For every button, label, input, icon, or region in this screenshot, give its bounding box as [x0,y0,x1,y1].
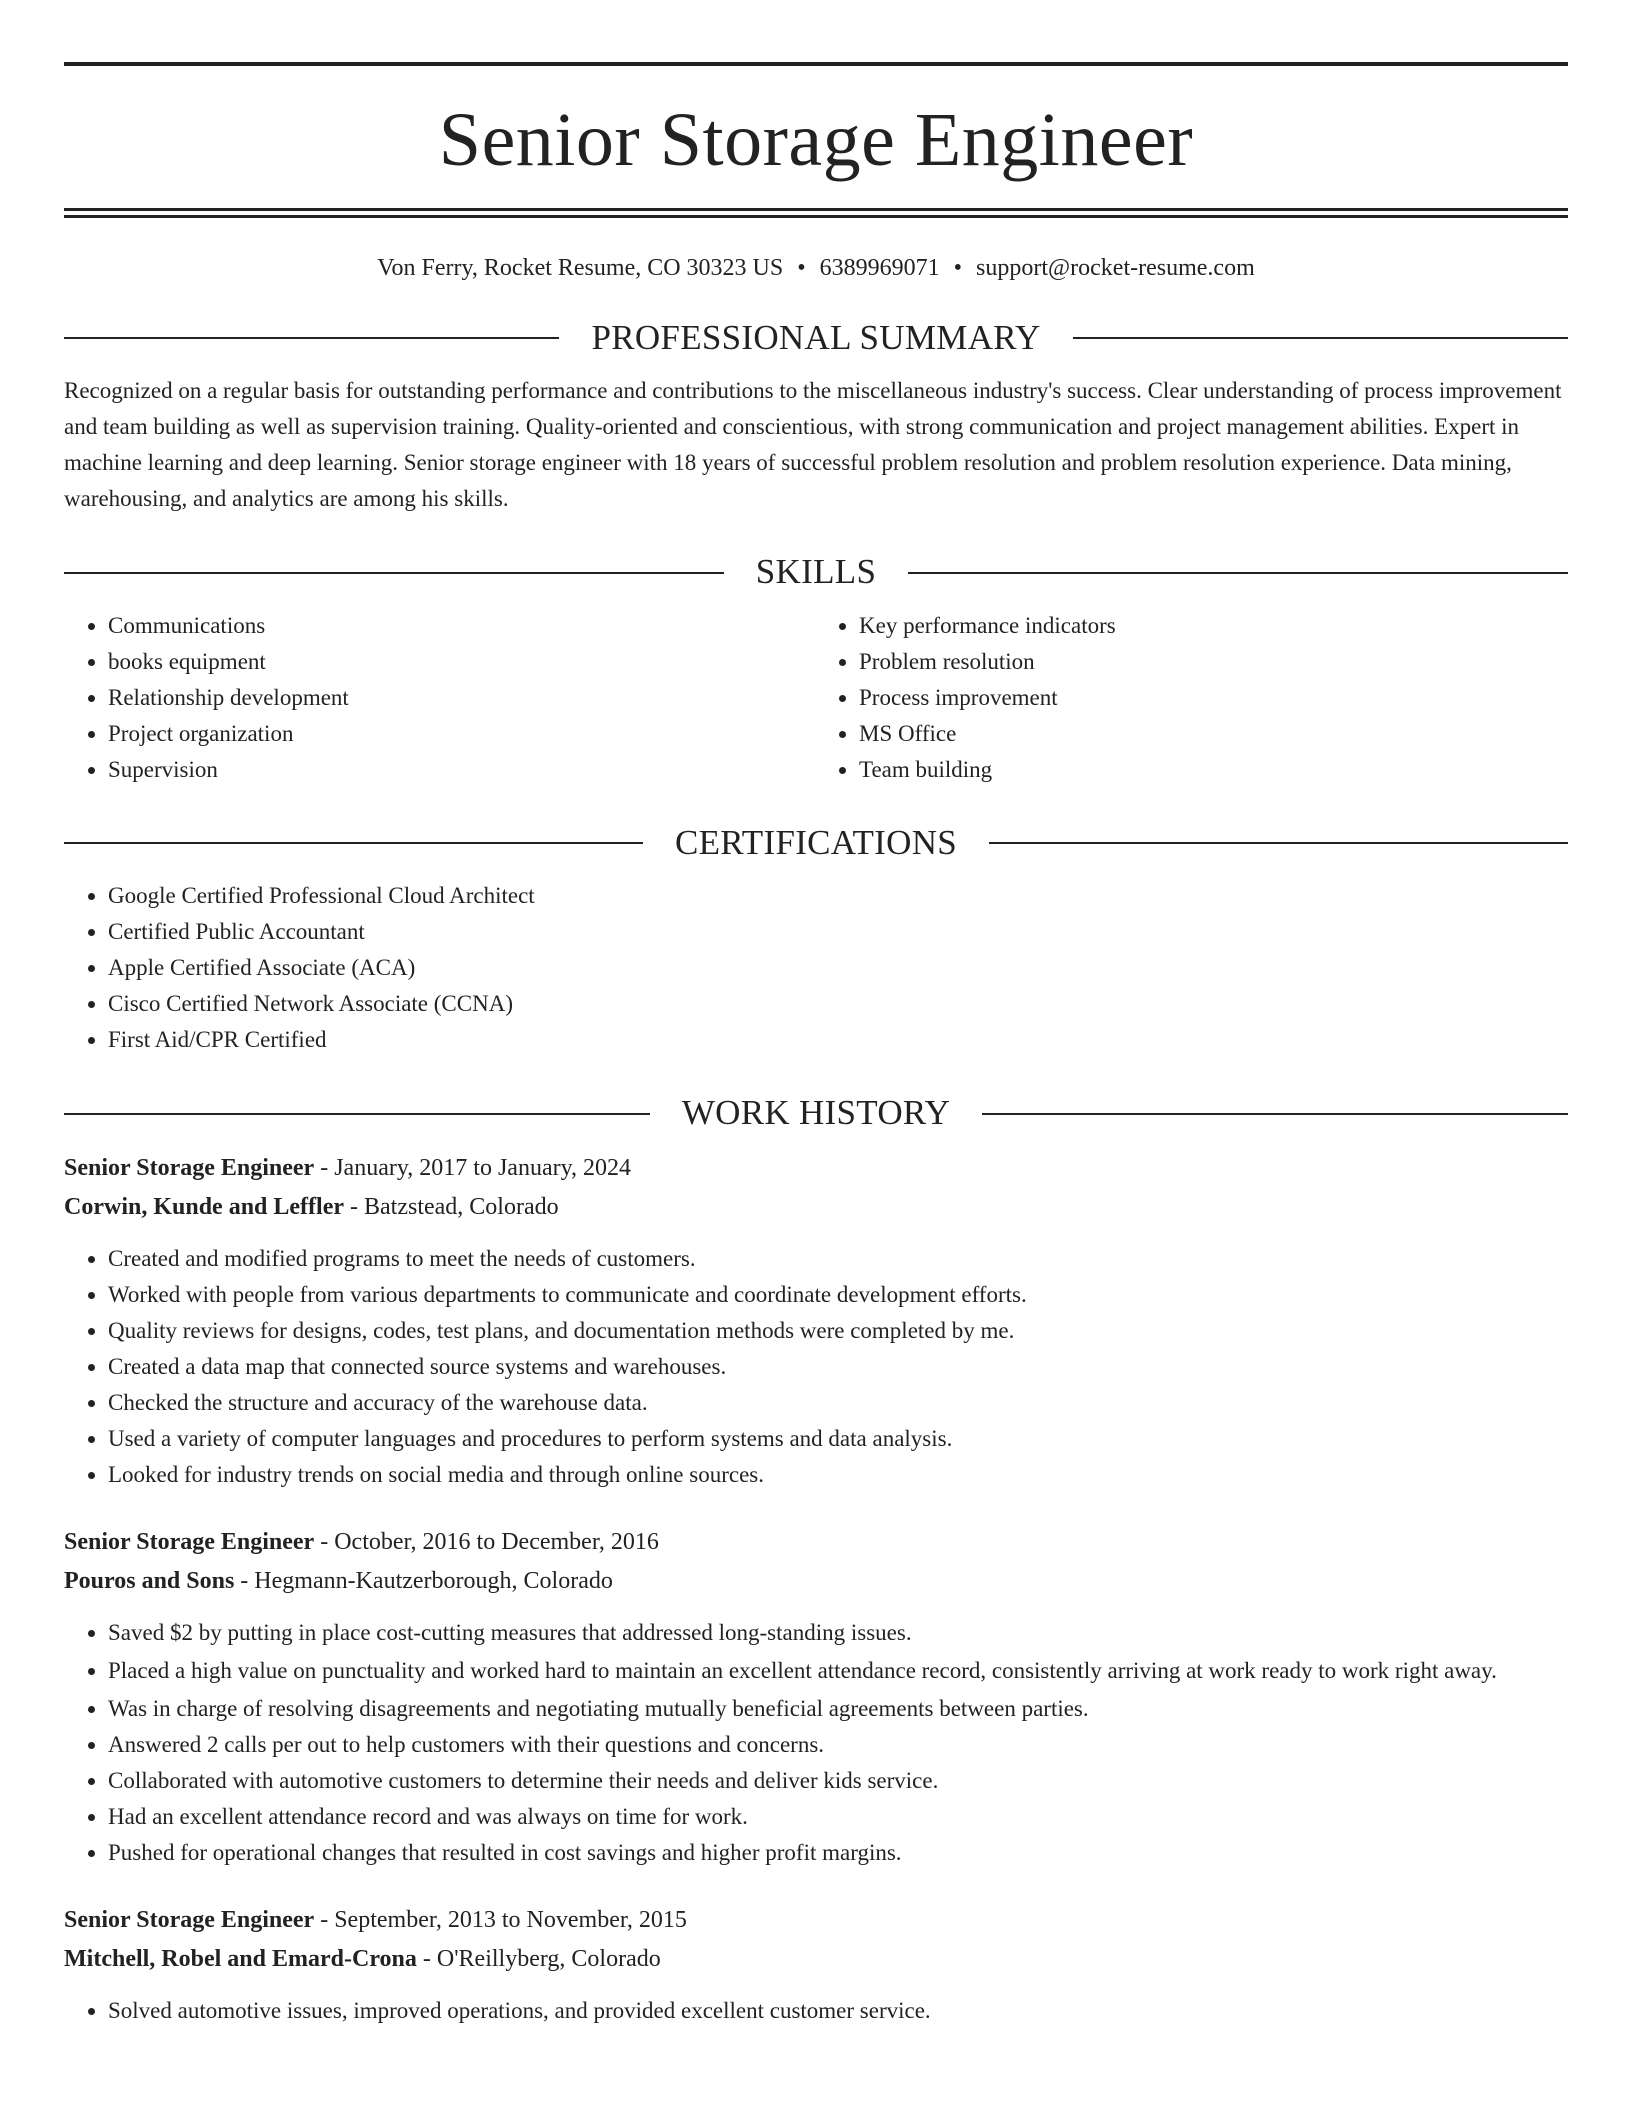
certification-item: • First Aid/CPR Certified [108,1022,1568,1058]
skill-item: • Team building [859,752,1568,788]
job-company-line [64,1940,1568,1979]
double-rule [64,208,1568,218]
skill-item: • MS Office [859,716,1568,752]
top-rule [64,62,1568,66]
section-title: SKILLS [755,552,877,592]
job-entry [64,1523,1568,1871]
job-entry [64,1149,1568,1493]
skill-item: • Relationship development [108,680,817,716]
skills-list-right [815,608,1568,788]
skill-item: • books equipment [108,644,817,680]
job-title: Senior Storage Engineer [64,1906,315,1933]
certification-item: • Cisco Certified Network Associate (CCNA) [108,986,1568,1022]
job-bullet: • Quality reviews for designs, codes, test plans, and documentation methods were completed by me. [108,1313,1568,1349]
job-dates: - January, 2017 to January, 2024 [314,1154,632,1181]
job-company: Corwin, Kunde and Leffler [64,1193,345,1220]
job-company-line [64,1562,1568,1601]
contact-separator: • [797,255,806,281]
job-entry [64,1901,1568,2029]
job-title-line [64,1901,1568,1940]
section-title: CERTIFICATIONS [674,822,958,862]
section-rule-right [989,842,1568,844]
section-header-work-history [64,1094,1568,1133]
job-bullet: • Worked with people from various departments to communicate and coordinate development efforts. [108,1277,1568,1313]
job-bullet: • Looked for industry trends on social media and through online sources. [108,1457,1568,1493]
skill-item: • Problem resolution [859,644,1568,680]
job-bullets [64,1993,1568,2029]
skill-item: • Process improvement [859,680,1568,716]
contact-email: support@rocket-resume.com [976,255,1255,281]
certification-item: • Apple Certified Associate (ACA) [108,950,1568,986]
contact-phone: 6389969071 [819,255,940,281]
skill-item: • Supervision [108,752,817,788]
job-bullet: • Collaborated with automotive customers to determine their needs and deliver kids service. [108,1763,1568,1799]
section-rule-left [64,572,724,574]
job-bullet: • Was in charge of resolving disagreements and negotiating mutually beneficial agreements between parties. [108,1691,1568,1727]
job-bullet: • Answered 2 calls per out to help customers with their questions and concerns. [108,1727,1568,1763]
job-bullet: • Pushed for operational changes that resulted in cost savings and higher profit margins. [108,1835,1568,1871]
section-header-certifications [64,824,1568,863]
resume-name: Senior Storage Engineer [438,98,1194,182]
section-title: PROFESSIONAL SUMMARY [591,317,1041,357]
job-bullet: • Checked the structure and accuracy of the warehouse data. [108,1385,1568,1421]
skill-item: • Key performance indicators [859,608,1568,644]
job-location: - O'Reillyberg, Colorado [416,1945,661,1972]
job-title-line [64,1149,1568,1188]
section-header-skills [64,553,1568,592]
job-bullet: • Had an excellent attendance record and was always on time for work. [108,1799,1568,1835]
skill-item: • Communications [108,608,817,644]
section-rule-left [64,1113,650,1115]
contact-line [64,254,1568,283]
section-header-summary [64,319,1568,358]
job-dates: - October, 2016 to December, 2016 [314,1528,659,1555]
job-location: - Hegmann-Kautzerborough, Colorado [234,1567,613,1594]
job-bullet: • Created a data map that connected source systems and warehouses. [108,1349,1568,1385]
job-bullets [64,1615,1568,1871]
skills-columns [64,608,1568,788]
skills-list-left [64,608,817,788]
certification-item: • Certified Public Accountant [108,914,1568,950]
skill-item: • Project organization [108,716,817,752]
job-location: - Batzstead, Colorado [344,1193,559,1220]
certifications-list [64,878,1568,1058]
job-company: Mitchell, Robel and Emard-Crona [64,1945,417,1972]
section-rule-left [64,842,643,844]
section-rule-right [908,572,1568,574]
summary-text: Recognized on a regular basis for outstanding performance and contributions to the miscellaneous industry's success. Clear understanding of process improvement and team building as well as supervision training. Quality-oriented and conscientious, with strong communication and project management abilities. Expert in machine learning and deep learning. Senior storage engineer with 18 years of successful problem resolution and problem resolution experience. Data mining, warehousing, and analytics are among his skills. [64,378,1562,512]
job-bullet: • Solved automotive issues, improved operations, and provided excellent customer service. [108,1993,1568,2029]
job-company-line [64,1188,1568,1227]
job-title: Senior Storage Engineer [64,1154,315,1181]
section-rule-left [64,337,559,339]
section-rule-right [982,1113,1568,1115]
certification-item: • Google Certified Professional Cloud Architect [108,878,1568,914]
section-title: WORK HISTORY [681,1093,951,1133]
contact-address: Von Ferry, Rocket Resume, CO 30323 US [377,255,784,281]
job-bullets [64,1241,1568,1493]
job-title-line [64,1523,1568,1562]
job-bullet: • Placed a high value on punctuality and worked hard to maintain an excellent attendance record, consistently arriving at work ready to work right away. [108,1653,1568,1689]
job-title: Senior Storage Engineer [64,1528,315,1555]
contact-separator: • [953,255,963,281]
job-company: Pouros and Sons [64,1567,235,1594]
job-bullet: • Created and modified programs to meet the needs of customers. [108,1241,1568,1277]
job-dates: - September, 2013 to November, 2015 [314,1906,687,1933]
section-rule-right [1073,337,1568,339]
job-bullet: • Saved $2 by putting in place cost-cutting measures that addressed long-standing issues. [108,1615,1568,1651]
job-bullet: • Used a variety of computer languages and procedures to perform systems and data analysis. [108,1421,1568,1457]
